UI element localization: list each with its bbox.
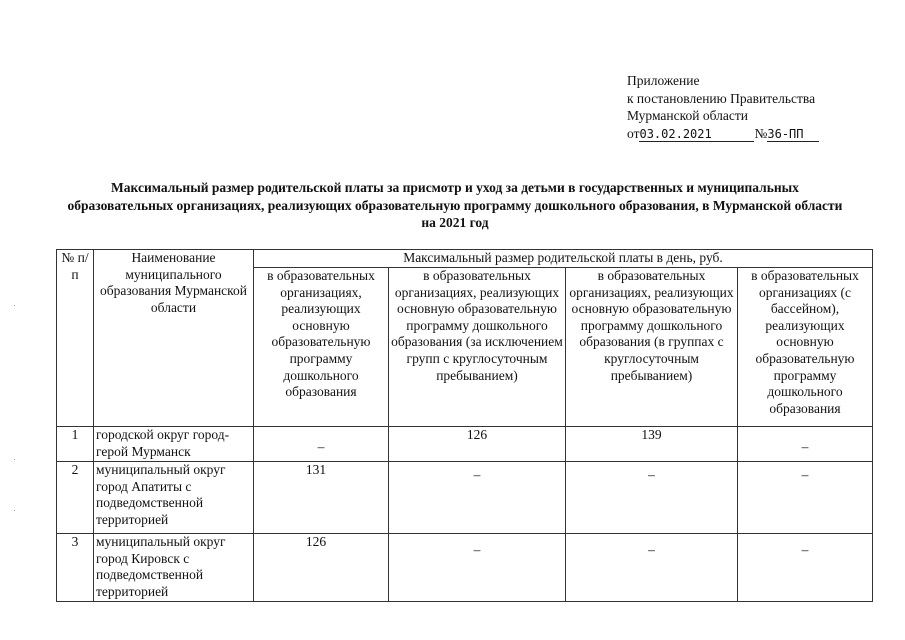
subheader-4: в образовательных организациях (с бассейном), реализующих основную образовательную программу дошкольного образования	[738, 268, 873, 427]
appendix-line-1: Приложение	[627, 73, 700, 88]
header-num: № п/п	[57, 250, 94, 427]
row-name: городской округ город-герой Мурманск	[94, 427, 254, 462]
row-value-2: 126	[389, 427, 566, 462]
appendix-line-2: к постановлению Правительства	[627, 90, 816, 106]
row-num: 3	[57, 534, 94, 602]
document-title: Максимальный размер родительской платы за присмотр и уход за детьми в государственных и муниципальных образовательных организациях, реализующих образовательную программу дошкольного образования, в Мурманской области на 2021 год	[67, 180, 843, 230]
row-name: муниципальный округ город Апатиты с подведомственной территорией	[94, 462, 254, 534]
row-value-3: 139	[566, 427, 738, 462]
row-value-1: 126	[254, 534, 389, 602]
fees-table	[56, 249, 873, 602]
row-value-3: –	[566, 462, 738, 534]
row-value-3: –	[566, 534, 738, 602]
row-value-2: –	[389, 534, 566, 602]
table-row	[57, 534, 873, 602]
number-value: 36-ПП	[767, 127, 819, 142]
table-row	[57, 427, 873, 462]
number-prefix: №	[754, 125, 768, 141]
table-header-row	[57, 250, 873, 268]
appendix-line-3: Мурманской области	[627, 108, 748, 123]
header-group: Максимальный размер родительской платы в день, руб.	[254, 250, 873, 268]
row-num: 1	[57, 427, 94, 462]
date-prefix: от	[627, 125, 640, 141]
row-value-2: –	[389, 462, 566, 534]
row-value-1: –	[254, 427, 389, 462]
row-value-4: –	[738, 534, 873, 602]
date-value: 03.02.2021	[639, 127, 754, 142]
table-row	[57, 462, 873, 534]
subheader-2: в образовательных организациях, реализующих основную образовательную программу дошкольного образования (за исключением групп с круглосуточным пребыванием)	[389, 268, 566, 427]
header-name: Наименование муниципального образования Мурманской области	[94, 250, 254, 427]
row-value-4: –	[738, 427, 873, 462]
row-num: 2	[57, 462, 94, 534]
row-value-4: –	[738, 462, 873, 534]
row-value-1: 131	[254, 462, 389, 534]
subheader-1: в образовательных организациях, реализующих основную образовательную программу дошкольного образования	[254, 268, 389, 427]
appendix-block	[627, 72, 819, 142]
row-name: муниципальный округ город Кировск с подведомственной территорией	[94, 534, 254, 602]
subheader-3: в образовательных организациях, реализующих основную образовательную программу дошкольного образования (в группах с круглосуточным пребыванием)	[566, 268, 738, 427]
appendix-date-line	[627, 125, 819, 143]
